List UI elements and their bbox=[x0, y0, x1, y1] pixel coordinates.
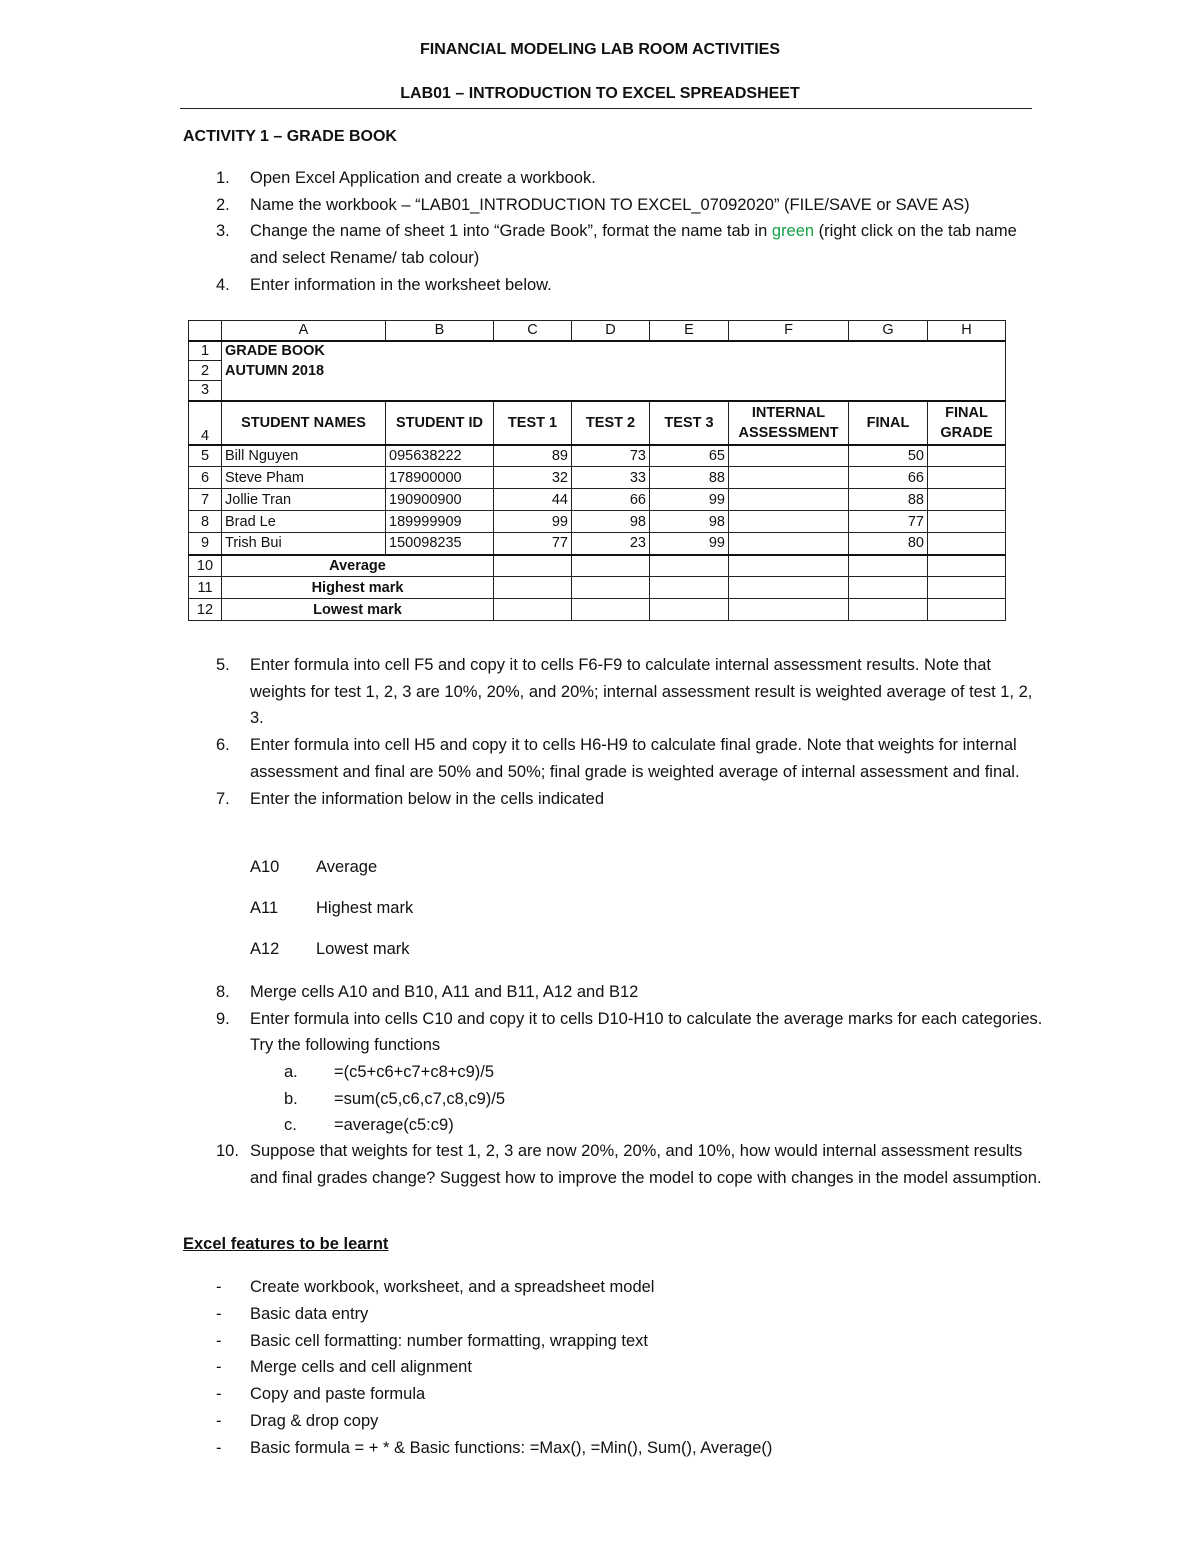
list-text bbox=[250, 218, 1043, 271]
cell-label: Highest mark bbox=[316, 899, 414, 917]
student-name: Jollie Tran bbox=[222, 489, 386, 511]
row-number: 8 bbox=[189, 511, 222, 533]
table-row bbox=[189, 511, 1006, 533]
row-number: 10 bbox=[189, 555, 222, 577]
list-number: 7. bbox=[216, 789, 230, 808]
list-text: Open Excel Application and create a workbook. bbox=[250, 169, 596, 187]
empty-cell bbox=[572, 555, 650, 577]
header-cell: INTERNAL ASSESSMENT bbox=[729, 401, 849, 445]
test1-cell: 99 bbox=[494, 511, 572, 533]
list-number: 9. bbox=[216, 1009, 230, 1028]
test2-cell: 66 bbox=[572, 489, 650, 511]
summary-label: Average bbox=[222, 555, 494, 577]
final-grade-cell bbox=[928, 445, 1006, 467]
empty-cell bbox=[222, 381, 1006, 401]
internal-cell bbox=[729, 445, 849, 467]
summary-label: Highest mark bbox=[222, 577, 494, 599]
activity-heading: ACTIVITY 1 – GRADE BOOK bbox=[183, 128, 397, 145]
formula-text: =average(c5:c9) bbox=[334, 1116, 454, 1134]
row-number: 12 bbox=[189, 599, 222, 621]
list-text: Enter formula into cell F5 and copy it to cells F6-F9 to calculate internal assessment results. Note that weights for test 1, 2, 3 are 10%, 20%, and 20%; internal assessment result is weighted average of test 1, 2, 3. bbox=[250, 656, 1033, 728]
steps-list-2 bbox=[183, 652, 1043, 812]
formula-text: =(c5+c6+c7+c8+c9)/5 bbox=[334, 1063, 495, 1081]
test3-cell: 99 bbox=[650, 489, 729, 511]
test1-cell: 77 bbox=[494, 533, 572, 555]
list-number: 10. bbox=[216, 1142, 239, 1160]
internal-cell bbox=[729, 533, 849, 555]
list-text-post: (right click on the tab name and select Rename/ tab colour) bbox=[250, 222, 1017, 268]
student-id: 190900900 bbox=[386, 489, 494, 511]
list-item bbox=[183, 786, 1043, 813]
header-cell: TEST 2 bbox=[572, 401, 650, 445]
list-number: 2. bbox=[216, 195, 230, 214]
final-cell: 77 bbox=[849, 511, 928, 533]
row-number: 4 bbox=[189, 401, 222, 445]
empty-cell bbox=[729, 555, 849, 577]
table-row bbox=[189, 445, 1006, 467]
list-item bbox=[183, 192, 1043, 219]
header-cell: TEST 3 bbox=[650, 401, 729, 445]
student-id: 095638222 bbox=[386, 445, 494, 467]
empty-cell bbox=[928, 599, 1006, 621]
header-cell: TEST 1 bbox=[494, 401, 572, 445]
student-id: 189999909 bbox=[386, 511, 494, 533]
steps-list-1 bbox=[183, 165, 1043, 299]
empty-cell bbox=[572, 599, 650, 621]
final-cell: 66 bbox=[849, 467, 928, 489]
list-text: Suppose that weights for test 1, 2, 3 are now 20%, 20%, and 10%, how would internal assessment results and final grades change? Suggest how to improve the model to cope with changes in the model assumption. bbox=[250, 1142, 1042, 1187]
list-number: 3. bbox=[216, 222, 230, 241]
document-title: FINANCIAL MODELING LAB ROOM ACTIVITIES bbox=[420, 41, 780, 58]
table-row bbox=[189, 489, 1006, 511]
list-number: 5. bbox=[216, 656, 230, 674]
list-item bbox=[183, 1274, 772, 1301]
bullet-dash: - bbox=[216, 1278, 222, 1296]
bullet-dash: - bbox=[216, 1411, 222, 1430]
list-item bbox=[250, 847, 950, 888]
test2-cell: 73 bbox=[572, 445, 650, 467]
test1-cell: 32 bbox=[494, 467, 572, 489]
steps-list-4 bbox=[183, 1138, 1043, 1191]
column-header-row bbox=[189, 321, 1006, 341]
bullet-dash: - bbox=[216, 1358, 222, 1377]
sheet-term-cell: AUTUMN 2018 bbox=[222, 361, 1006, 381]
final-cell: 88 bbox=[849, 489, 928, 511]
sheet-row bbox=[189, 341, 1006, 361]
column-header: E bbox=[650, 321, 729, 341]
cell-ref: A11 bbox=[250, 899, 279, 917]
empty-cell bbox=[849, 599, 928, 621]
list-letter: a. bbox=[284, 1063, 298, 1081]
column-header: A bbox=[222, 321, 386, 341]
list-item bbox=[183, 218, 1043, 271]
final-grade-cell bbox=[928, 533, 1006, 555]
test2-cell: 33 bbox=[572, 467, 650, 489]
test3-cell: 98 bbox=[650, 511, 729, 533]
grade-book-sheet bbox=[188, 320, 1006, 621]
internal-cell bbox=[729, 467, 849, 489]
student-name: Trish Bui bbox=[222, 533, 386, 555]
list-number: 1. bbox=[216, 169, 230, 187]
empty-cell bbox=[928, 555, 1006, 577]
column-header: F bbox=[729, 321, 849, 341]
header-cell: STUDENT ID bbox=[386, 401, 494, 445]
sheet-title-cell: GRADE BOOK bbox=[222, 341, 1006, 361]
list-number: 4. bbox=[216, 275, 230, 294]
list-item bbox=[183, 1381, 772, 1408]
features-list bbox=[183, 1274, 772, 1462]
final-grade-cell bbox=[928, 511, 1006, 533]
row-number: 5 bbox=[189, 445, 222, 467]
list-item bbox=[183, 1301, 772, 1328]
list-item bbox=[183, 1328, 772, 1355]
row-number: 3 bbox=[189, 381, 222, 401]
empty-cell bbox=[849, 555, 928, 577]
formula-text: =sum(c5,c6,c7,c8,c9)/5 bbox=[334, 1089, 506, 1108]
header-cell: STUDENT NAMES bbox=[222, 401, 386, 445]
test3-cell: 88 bbox=[650, 467, 729, 489]
test2-cell: 23 bbox=[572, 533, 650, 555]
list-text: Enter formula into cells C10 and copy it to cells D10-H10 to calculate the average marks for each categories. Try the following functions bbox=[250, 1009, 1043, 1055]
header-cell: FINAL GRADE bbox=[928, 401, 1006, 445]
sheet-row bbox=[189, 361, 1006, 381]
final-cell: 50 bbox=[849, 445, 928, 467]
list-item bbox=[183, 165, 1043, 192]
list-item bbox=[183, 1138, 1043, 1191]
feature-text: Basic cell formatting: number formatting, wrapping text bbox=[250, 1331, 649, 1350]
list-item bbox=[183, 1408, 772, 1435]
bullet-dash: - bbox=[216, 1304, 222, 1323]
cell-label: Average bbox=[316, 858, 378, 876]
bullet-dash: - bbox=[216, 1438, 222, 1457]
empty-cell bbox=[650, 555, 729, 577]
empty-cell bbox=[572, 577, 650, 599]
list-letter: b. bbox=[284, 1089, 298, 1108]
list-text: Merge cells A10 and B10, A11 and B11, A12 and B12 bbox=[250, 983, 639, 1001]
list-item bbox=[183, 272, 1043, 299]
functions-list bbox=[250, 1059, 505, 1139]
summary-row bbox=[189, 577, 1006, 599]
list-text: Name the workbook – “LAB01_INTRODUCTION TO EXCEL_07092020” (FILE/SAVE or SAVE AS) bbox=[250, 195, 970, 214]
list-number: 6. bbox=[216, 736, 230, 755]
student-id: 178900000 bbox=[386, 467, 494, 489]
row-number: 11 bbox=[189, 577, 222, 599]
internal-cell bbox=[729, 511, 849, 533]
list-letter: c. bbox=[284, 1116, 297, 1134]
list-item bbox=[183, 1354, 772, 1381]
cell-ref: A10 bbox=[250, 858, 280, 876]
list-item bbox=[183, 979, 1043, 1006]
list-text: Enter formula into cell H5 and copy it to cells H6-H9 to calculate final grade. Note that weights for internal assessment and final are 50% and 50%; final grade is weighted average of internal assessment and final. bbox=[250, 736, 1020, 781]
header-cell: FINAL bbox=[849, 401, 928, 445]
feature-text: Drag & drop copy bbox=[250, 1411, 379, 1430]
student-id: 150098235 bbox=[386, 533, 494, 555]
list-item bbox=[250, 1112, 505, 1139]
header-row bbox=[189, 401, 1006, 445]
row-number: 1 bbox=[189, 341, 222, 361]
list-item bbox=[250, 1059, 505, 1086]
list-number: 8. bbox=[216, 983, 230, 1001]
header-divider bbox=[180, 108, 1032, 109]
table-row bbox=[189, 533, 1006, 555]
column-header: B bbox=[386, 321, 494, 341]
bullet-dash: - bbox=[216, 1385, 222, 1404]
feature-text: Merge cells and cell alignment bbox=[250, 1358, 472, 1377]
list-item bbox=[183, 732, 1043, 785]
column-header: H bbox=[928, 321, 1006, 341]
row-number: 7 bbox=[189, 489, 222, 511]
row-number: 2 bbox=[189, 361, 222, 381]
empty-cell bbox=[650, 599, 729, 621]
row-number: 9 bbox=[189, 533, 222, 555]
list-item bbox=[183, 652, 1043, 732]
final-cell: 80 bbox=[849, 533, 928, 555]
list-item bbox=[250, 929, 950, 970]
empty-cell bbox=[494, 577, 572, 599]
summary-row bbox=[189, 599, 1006, 621]
cell-ref: A12 bbox=[250, 940, 280, 958]
empty-cell bbox=[494, 555, 572, 577]
steps-list-3 bbox=[183, 979, 1043, 1059]
empty-cell bbox=[849, 577, 928, 599]
test3-cell: 65 bbox=[650, 445, 729, 467]
corner-cell bbox=[189, 321, 222, 341]
document-subtitle: LAB01 – INTRODUCTION TO EXCEL SPREADSHEET bbox=[400, 85, 800, 102]
empty-cell bbox=[928, 577, 1006, 599]
column-header: D bbox=[572, 321, 650, 341]
final-grade-cell bbox=[928, 489, 1006, 511]
features-heading: Excel features to be learnt bbox=[183, 1235, 389, 1253]
list-item bbox=[183, 1435, 772, 1462]
list-text: Enter the information below in the cells indicated bbox=[250, 789, 605, 808]
list-item bbox=[250, 888, 950, 929]
feature-text: Basic data entry bbox=[250, 1304, 369, 1323]
green-word: green bbox=[771, 222, 815, 241]
internal-cell bbox=[729, 489, 849, 511]
test1-cell: 89 bbox=[494, 445, 572, 467]
summary-row bbox=[189, 555, 1006, 577]
cell-label: Lowest mark bbox=[316, 940, 410, 958]
empty-cell bbox=[729, 599, 849, 621]
test3-cell: 99 bbox=[650, 533, 729, 555]
feature-text: Create workbook, worksheet, and a spreadsheet model bbox=[250, 1278, 655, 1296]
empty-cell bbox=[494, 599, 572, 621]
empty-cell bbox=[650, 577, 729, 599]
student-name: Steve Pham bbox=[222, 467, 386, 489]
list-text-pre: Change the name of sheet 1 into “Grade Book”, format the name tab in bbox=[250, 222, 772, 241]
summary-label: Lowest mark bbox=[222, 599, 494, 621]
column-header: C bbox=[494, 321, 572, 341]
column-header: G bbox=[849, 321, 928, 341]
list-item bbox=[183, 1006, 1043, 1059]
final-grade-cell bbox=[928, 467, 1006, 489]
empty-cell bbox=[729, 577, 849, 599]
student-name: Brad Le bbox=[222, 511, 386, 533]
test2-cell: 98 bbox=[572, 511, 650, 533]
feature-text: Basic formula = + * & Basic functions: =Max(), =Min(), Sum(), Average() bbox=[250, 1438, 773, 1457]
list-item bbox=[250, 1086, 505, 1113]
student-name: Bill Nguyen bbox=[222, 445, 386, 467]
sheet-row bbox=[189, 381, 1006, 401]
test1-cell: 44 bbox=[494, 489, 572, 511]
list-text: Enter information in the worksheet below. bbox=[250, 275, 552, 294]
cells-indicated-list bbox=[250, 847, 950, 970]
row-number: 6 bbox=[189, 467, 222, 489]
feature-text: Copy and paste formula bbox=[250, 1385, 426, 1404]
table-row bbox=[189, 467, 1006, 489]
bullet-dash: - bbox=[216, 1331, 222, 1350]
